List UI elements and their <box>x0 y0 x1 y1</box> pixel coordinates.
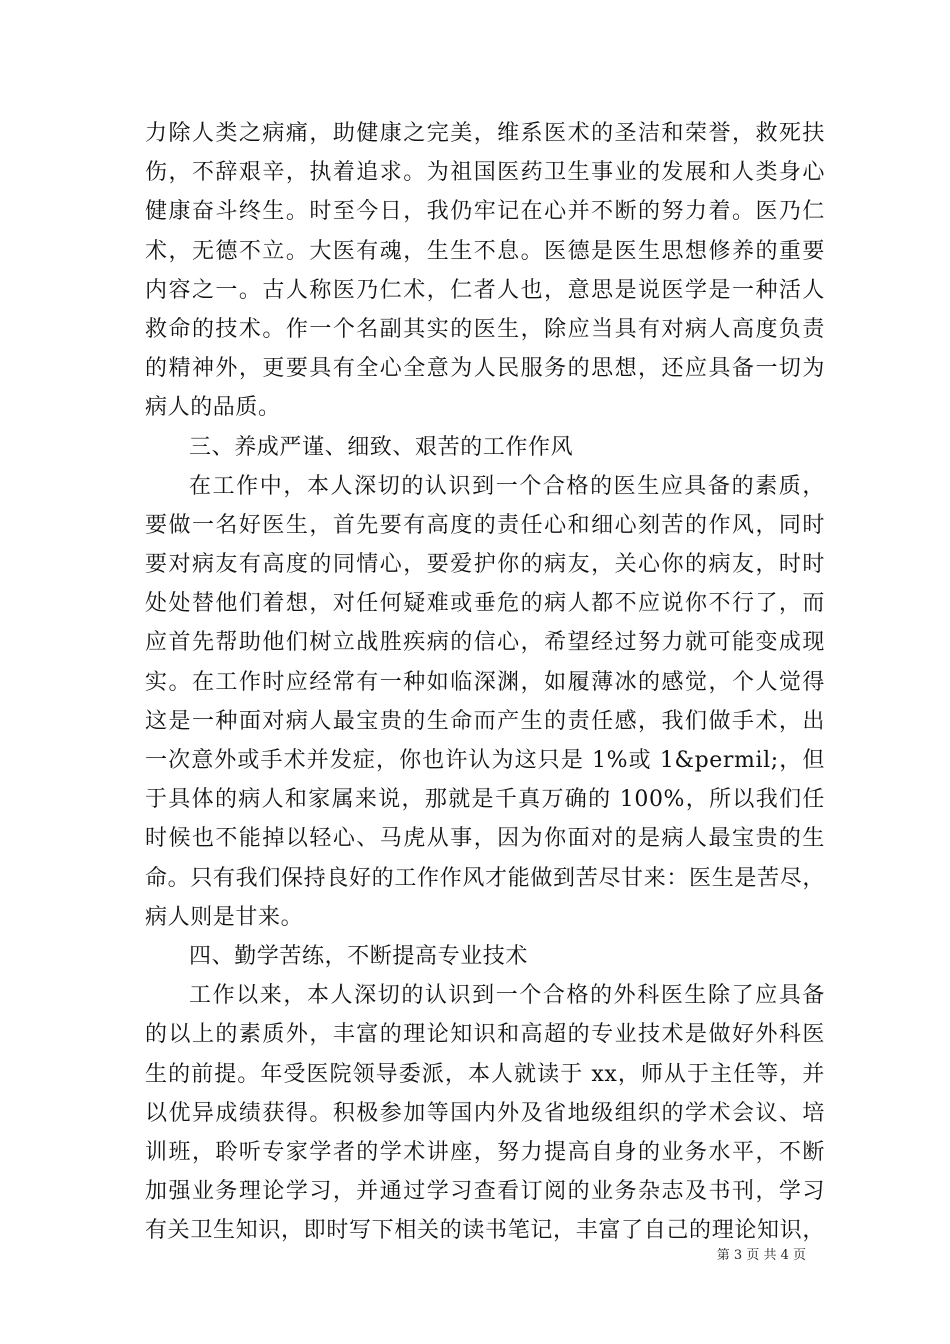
text-line: 病人则是甘来。 <box>145 904 304 930</box>
text-line: 力除人类之病痛，助健康之完美，维系医术的圣洁和荣誉，救死扶 <box>145 121 825 146</box>
text-line: 应首先帮助他们树立战胜疾病的信心，希望经过努力就可能变成现 <box>145 630 825 656</box>
text-line: 以优异成绩获得。积极参加等国内外及省地级组织的学术会议、培 <box>145 1100 825 1126</box>
text-line: 术，无德不立。大医有魂，生生不息。医德是医生思想修养的重要 <box>145 238 825 264</box>
text-line: 时候也不能掉以轻心、马虎从事，因为你面对的是病人最宝贵的生 <box>145 826 825 852</box>
text-line: 伤，不辞艰辛，执着追求。为祖国医药卫生事业的发展和人类身心 <box>145 160 825 186</box>
text-line: 病人的品质。 <box>145 395 281 421</box>
text-line: 的以上的素质外，丰富的理论知识和高超的专业技术是做好外科医 <box>145 1022 825 1048</box>
text-line: 救命的技术。作一个名副其实的医生，除应当具有对病人高度负责 <box>145 316 825 342</box>
text-line: 三、养成严谨、细致、艰苦的工作作风 <box>189 434 574 460</box>
text-line: 四、勤学苦练，不断提高专业技术 <box>189 943 529 969</box>
text-line: 有关卫生知识，即时写下相关的读书笔记，丰富了自己的理论知识， <box>145 1218 825 1244</box>
text-line: 要做一名好医生，首先要有高度的责任心和细心刻苦的作风，同时 <box>145 512 825 538</box>
text-line: 工作以来，本人深切的认识到一个合格的外科医生除了应具备 <box>189 983 825 1009</box>
text-line: 生的前提。年受医院领导委派，本人就读于 xx，师从于主任等，并 <box>145 1061 825 1087</box>
text-line: 于具体的病人和家属来说，那就是千真万确的 100%，所以我们任 <box>145 787 825 813</box>
text-line: 的精神外，更要具有全心全意为人民服务的思想，还应具备一切为 <box>145 356 825 382</box>
text-line: 在工作中，本人深切的认识到一个合格的医生应具备的素质， <box>189 473 825 499</box>
text-line: 健康奋斗终生。时至今日，我仍牢记在心并不断的努力着。医乃仁 <box>145 199 825 225</box>
page-number: 第 3 页 共 4 页 <box>716 1248 806 1263</box>
text-line: 内容之一。古人称医乃仁术，仁者人也，意思是说医学是一种活人 <box>145 277 825 303</box>
text-line: 加强业务理论学习，并通过学习查看订阅的业务杂志及书刊，学习 <box>145 1179 825 1205</box>
text-line: 要对病友有高度的同情心，要爱护你的病友，关心你的病友，时时 <box>145 552 825 578</box>
document-body <box>145 114 825 1250</box>
text-line: 这是一种面对病人最宝贵的生命而产生的责任感，我们做手术，出 <box>145 708 825 734</box>
text-line: 实。在工作时应经常有一种如临深渊，如履薄冰的感觉，个人觉得 <box>145 669 825 695</box>
text-line: 命。只有我们保持良好的工作作风才能做到苦尽甘来：医生是苦尽， <box>145 865 825 891</box>
text-line: 一次意外或手术并发症，你也许认为这只是 1%或 1&permil;，但 <box>145 748 825 773</box>
text-line: 训班，聆听专家学者的学术讲座，努力提高自身的业务水平，不断 <box>145 1139 825 1165</box>
text-line: 处处替他们着想，对任何疑难或垂危的病人都不应说你不行了，而 <box>145 591 825 617</box>
